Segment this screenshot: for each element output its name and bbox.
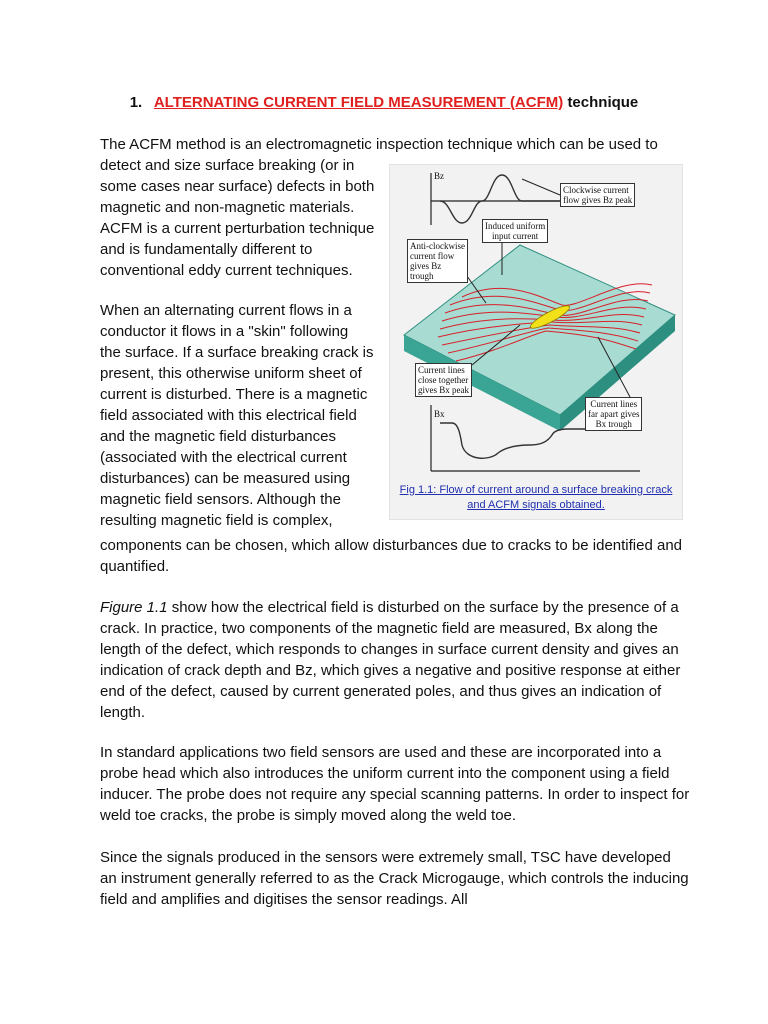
text-line: magnetic and non-magnetic materials. bbox=[100, 199, 355, 216]
section-title-suffix: technique bbox=[567, 94, 639, 111]
text-line: magnetic field sensors. Although the bbox=[100, 491, 341, 508]
text-line: disturbances) can be measured using bbox=[100, 470, 351, 487]
figure-acfm-diagram bbox=[389, 164, 683, 520]
text-line: and the magnetic field disturbances bbox=[100, 428, 336, 445]
text-line: resulting magnetic field is complex, bbox=[100, 512, 333, 529]
text-line: the surface. If a surface breaking crack is bbox=[100, 344, 374, 361]
label-close-together: Current lines close together gives Bx peak bbox=[415, 363, 472, 397]
label-induced: Induced uniform input current bbox=[482, 219, 548, 243]
paragraph-4: In standard applications two field sensors are used and these are incorporated into a probe head which also introduces the uniform current into the component using a field inducer. The probe does not require any special scanning patterns. In order to inspect for weld toe cracks, the probe is simply moved along the weld toe. bbox=[100, 744, 690, 824]
label-anticlockwise: Anti-clockwise current flow gives Bz trough bbox=[407, 239, 468, 283]
text-line: conductor it flows in a "skin" following bbox=[100, 323, 349, 340]
diagram-graphic bbox=[390, 165, 682, 483]
paragraph-2-wrapped bbox=[100, 300, 390, 531]
paragraph-2-tail: components can be chosen, which allow disturbances due to cracks to be identified and quantified. bbox=[100, 537, 683, 575]
text-line: current is disturbed. There is a magnetic bbox=[100, 386, 368, 403]
text-line: When an alternating current flows in a bbox=[100, 302, 352, 319]
text-line: ACFM is a current perturbation technique bbox=[100, 220, 375, 237]
text-line: (associated with the electrical current bbox=[100, 449, 347, 466]
paragraph-3 bbox=[100, 597, 690, 723]
text-line: present, this otherwise uniform sheet of bbox=[100, 365, 362, 382]
section-number: 1. bbox=[129, 94, 143, 111]
text-line: detect and size surface breaking (or in bbox=[100, 157, 355, 174]
paragraph-5: Since the signals produced in the sensors were extremely small, TSC have developed an instrument generally referred to as the Crack Microgauge, which controls the inducing field and amplifies and digitises the sensor readings. All bbox=[100, 849, 689, 908]
section-heading bbox=[0, 94, 768, 111]
text-line: some cases near surface) defects in both bbox=[100, 178, 375, 195]
section-title-link[interactable]: ALTERNATING CURRENT FIELD MEASUREMENT (ACFM) bbox=[153, 94, 564, 111]
paragraph-3-text: show how the electrical field is disturbed on the surface by the presence of a crack. In practice, two components of the magnetic field are measured, Bx along the length of the defect, which responds to changes in surface current density and gives an indication of crack depth and Bz, which gives a negative and positive response at either end of the defect, caused by current generated poles, and thus gives an indication of length. bbox=[100, 599, 681, 721]
figure-reference: Figure 1.1 bbox=[100, 599, 168, 616]
text-line: conventional eddy current techniques. bbox=[100, 262, 353, 279]
paragraph-1-first-line: The ACFM method is an electromagnetic inspection technique which can be used to bbox=[100, 136, 658, 153]
paragraph-1-wrapped bbox=[100, 155, 390, 281]
text-line: and is fundamentally different to bbox=[100, 241, 313, 258]
figure-caption[interactable]: Fig 1.1: Flow of current around a surface breaking crack and ACFM signals obtained. bbox=[399, 484, 673, 511]
label-clockwise: Clockwise current flow gives Bz peak bbox=[560, 183, 635, 207]
bz-signal-curve bbox=[440, 175, 570, 223]
bx-axis-label: Bx bbox=[434, 409, 445, 419]
bx-signal-curve bbox=[440, 423, 590, 458]
label-far-apart: Current lines far apart gives Bx trough bbox=[585, 397, 642, 431]
text-line: field associated with this electrical field bbox=[100, 407, 357, 424]
bz-axis-label: Bz bbox=[434, 171, 444, 181]
